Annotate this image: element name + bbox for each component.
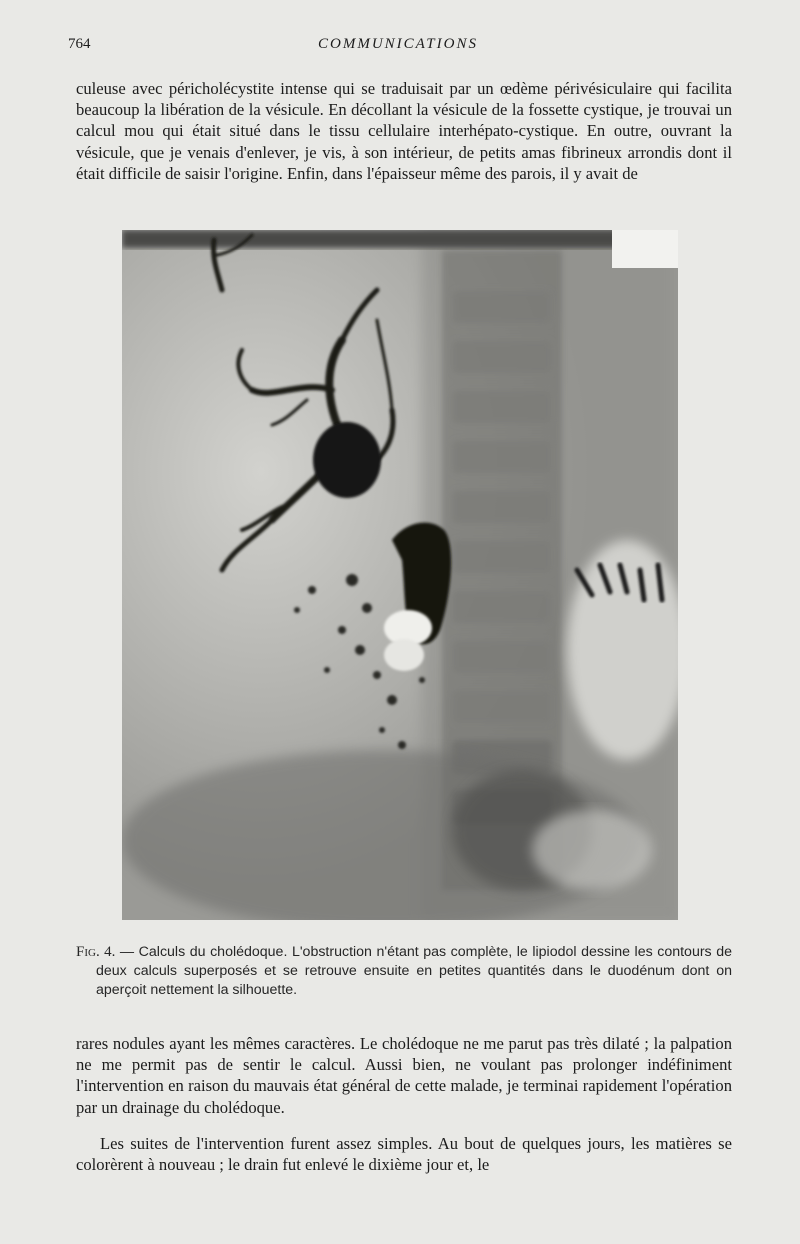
body-paragraph-2: rares nodules ayant les mêmes caractères. Le cholédoque ne me parut pas très dilaté ; la palpation ne me permit pas de sentir le calcul. Aussi bien, ne voulant pas prolonger indéfiniment l'intervention en raison du mauvais état général de cette malade, je terminai rapidement l'opération par un drainage du cholédoque. xyxy=(76,1034,732,1117)
figure-caption-text: — Calculs du cholédoque. L'obstruction n'étant pas complète, le lipiodol dessine les contours de deux calculs superposés et se retrouve ensuite en petites quantités dans le duodénum dont on aperçoit nettement la silhouette. xyxy=(96,944,732,998)
page-header xyxy=(68,36,728,58)
page-number: 764 xyxy=(68,36,91,52)
radiograph-image xyxy=(122,230,678,920)
running-title: COMMUNICATIONS xyxy=(318,36,478,52)
body-paragraph-3: Les suites de l'intervention furent assez simples. Au bout de quelques jours, les matières se colorèrent à nouveau ; le drain fut enlevé le dixième jour et, le xyxy=(76,1134,732,1175)
body-paragraph-1: culeuse avec péricholécystite intense qui se traduisait par un œdème périvésiculaire qui facilita beaucoup la libération de la vésicule. En décollant la vésicule de la fossette cystique, je trouvai un calcul mou qui était situé dans le tissu cellulaire interhépato-cystique. En outre, ouvrant la vésicule, que je venais d'enlever, je vis, à son intérieur, de petits amas fibrineux arrondis dont il était difficile de saisir l'origine. Enfin, dans l'épaisseur même des parois, il y avait de xyxy=(76,79,732,183)
radiograph-figure xyxy=(122,230,678,920)
figure-label: Fig. 4. xyxy=(76,944,116,960)
figure-caption xyxy=(76,943,732,1000)
